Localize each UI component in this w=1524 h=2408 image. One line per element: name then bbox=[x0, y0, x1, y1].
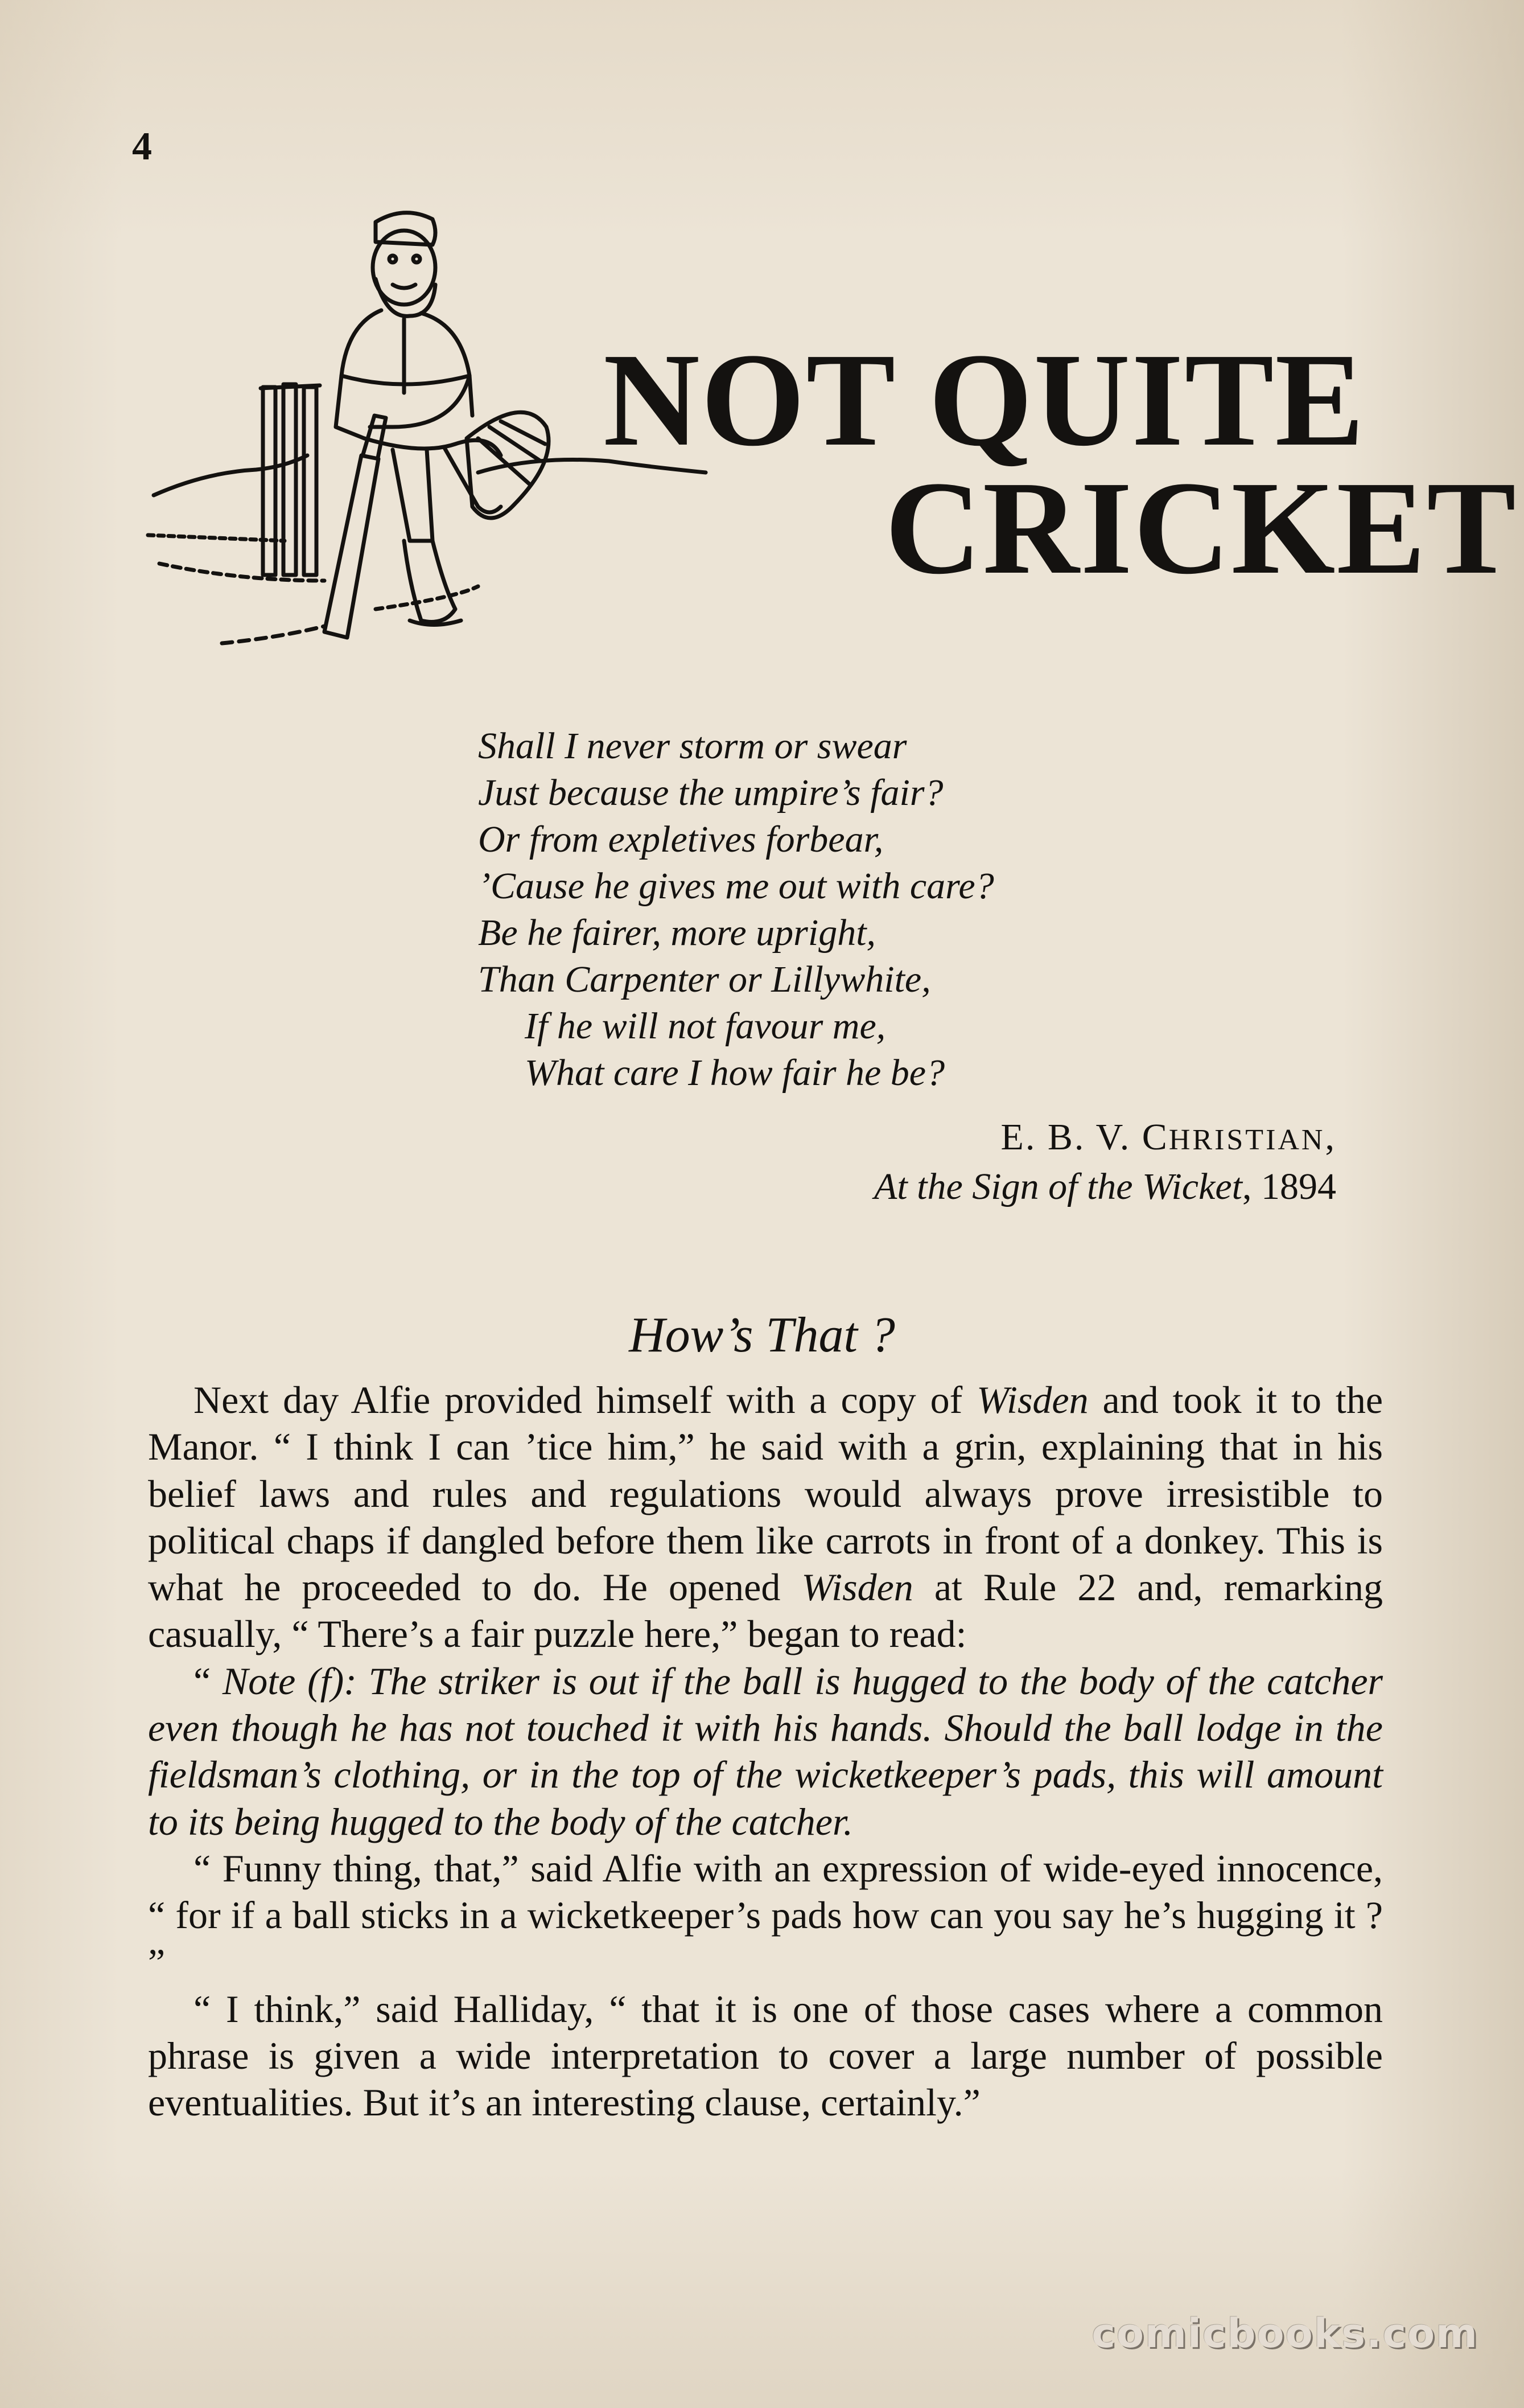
attribution-author bbox=[874, 1114, 1336, 1164]
book-title-wisden: Wisden bbox=[801, 1565, 913, 1609]
watermark: comicbooks.com bbox=[1091, 2310, 1478, 2357]
paragraph bbox=[148, 1376, 1383, 1658]
poem-line: Shall I never storm or swear bbox=[478, 725, 907, 767]
poem-line: Just because the umpire’s fair? bbox=[478, 772, 944, 813]
author-comma: , bbox=[1325, 1116, 1336, 1158]
epigraph-poem bbox=[478, 723, 994, 1096]
text-run: “ bbox=[193, 1659, 223, 1703]
author-surname: HRISTIAN bbox=[1168, 1124, 1325, 1156]
text-run: and took it to the Manor. “ I think I can ’tice him,” he said with a grin, explaining that in his belief laws and rules and regulations would always prove irresistible to political chaps if dangled before them like carrots in front of a donkey. This is what he proceeded to do. He opened bbox=[148, 1378, 1383, 1609]
source-year: , 1894 bbox=[1242, 1166, 1336, 1207]
poem-line: Be he fairer, more upright, bbox=[478, 912, 876, 954]
source-book-title: At the Sign of the Wicket bbox=[874, 1166, 1242, 1207]
title-line-1: NOT QUITE bbox=[603, 326, 1366, 474]
book-title-wisden: Wisden bbox=[977, 1378, 1089, 1421]
title-line-2: CRICKET bbox=[885, 454, 1517, 602]
poem-line: What care I how fair he be? bbox=[525, 1052, 945, 1094]
paragraph: “ Funny thing, that,” said Alfie with an expression of wide-eyed innocence, “ for if a ball sticks in a wicketkeeper’s pads how can you say he’s hugging it ? ” bbox=[148, 1846, 1383, 1984]
paragraph: “ I think,” said Halliday, “ that it is one of those cases where a common phrase is given a wide interpretation to cover a large number of possible eventualities. But it’s an interesting clause, certainly.” bbox=[148, 1987, 1383, 2125]
page-number: 4 bbox=[132, 125, 152, 169]
text-run: at Rule 22 and, remarking casually, “ There’s a fair puzzle here,” began to read: bbox=[148, 1565, 1383, 1656]
text-run: Next day Alfie provided himself with a copy of bbox=[193, 1378, 977, 1421]
poem-line: Than Carpenter or Lillywhite, bbox=[478, 959, 931, 1000]
poem-line: If he will not favour me, bbox=[525, 1005, 886, 1047]
rule-quote: Note (f): The striker is out if the ball is hugged to the body of the catcher even though he has not touched it with his hands. Should the ball lodge in the fieldsman’s clothing, or in the top of the wicketkeeper’s pads, this will amount to its being hugged to the body of the catcher. bbox=[148, 1659, 1383, 1843]
body-text bbox=[148, 1376, 1383, 2126]
poem-line: ’Cause he gives me out with care? bbox=[478, 865, 994, 907]
paragraph-quoted-rule bbox=[148, 1658, 1383, 1845]
poem-line: Or from expletives forbear, bbox=[478, 819, 884, 860]
epigraph-attribution bbox=[874, 1114, 1336, 1210]
author-initials: E. B. V. C bbox=[1000, 1116, 1169, 1158]
section-heading: How’s That ? bbox=[629, 1308, 895, 1363]
attribution-source bbox=[874, 1164, 1336, 1210]
